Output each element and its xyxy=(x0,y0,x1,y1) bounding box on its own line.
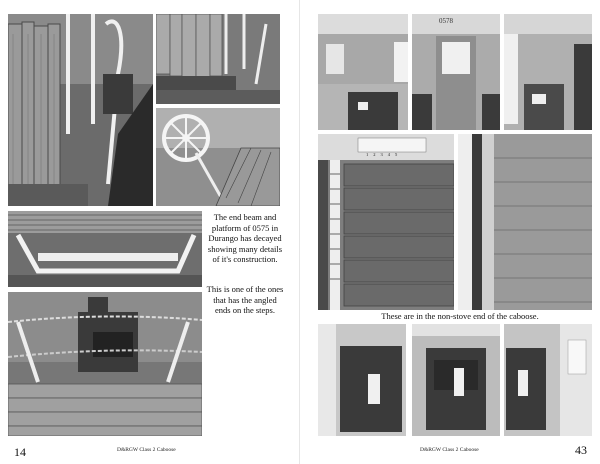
ruler-mark: 4 xyxy=(387,152,390,157)
running-footer: D&RGW Class 2 Caboose xyxy=(420,447,479,453)
angled-steps-caption xyxy=(202,284,288,316)
caption-line: ends on the steps. xyxy=(215,305,275,315)
caption-line: This is one of the ones xyxy=(206,284,284,294)
caption-line: that has the angled xyxy=(213,294,277,305)
page-number: 43 xyxy=(575,443,587,457)
end-beam-photo xyxy=(156,14,280,104)
caption-line: platform of 0575 in xyxy=(211,222,279,233)
platform-decay-caption xyxy=(205,212,285,265)
ruler-mark: 1 xyxy=(366,152,369,157)
locker-center-photo xyxy=(412,324,500,436)
running-footer: D&RGW Class 2 Caboose xyxy=(117,447,176,453)
platform-deck-photo xyxy=(8,14,153,206)
locker-left-photo xyxy=(318,324,406,436)
ruler-mark: 5 xyxy=(395,152,398,157)
locker-right-photo xyxy=(504,324,592,436)
non-stove-end-caption: These are in the non-stove end of the caboose. xyxy=(381,311,539,321)
step-photo xyxy=(8,211,202,287)
siding-plain-photo xyxy=(458,134,592,310)
caption-line: The end beam and xyxy=(213,212,277,222)
interior-left-photo xyxy=(318,14,408,130)
ruler-mark: 3 xyxy=(380,152,383,157)
caption-line: Durango has decayed xyxy=(208,233,282,243)
interior-center-photo xyxy=(412,14,500,130)
interior-right-photo xyxy=(504,14,592,130)
car-number-stencil: 0578 xyxy=(439,17,453,25)
siding-ruler-photo xyxy=(318,134,454,310)
right-page xyxy=(300,0,600,464)
caption-line: showing many details xyxy=(207,243,283,254)
ruler-mark: 2 xyxy=(373,152,376,157)
page-number: 14 xyxy=(14,445,26,459)
caption-line: of it's construction. xyxy=(212,254,278,264)
coupler-photo xyxy=(8,292,202,436)
brake-wheel-photo xyxy=(156,108,280,206)
measuring-ruler xyxy=(366,152,397,157)
